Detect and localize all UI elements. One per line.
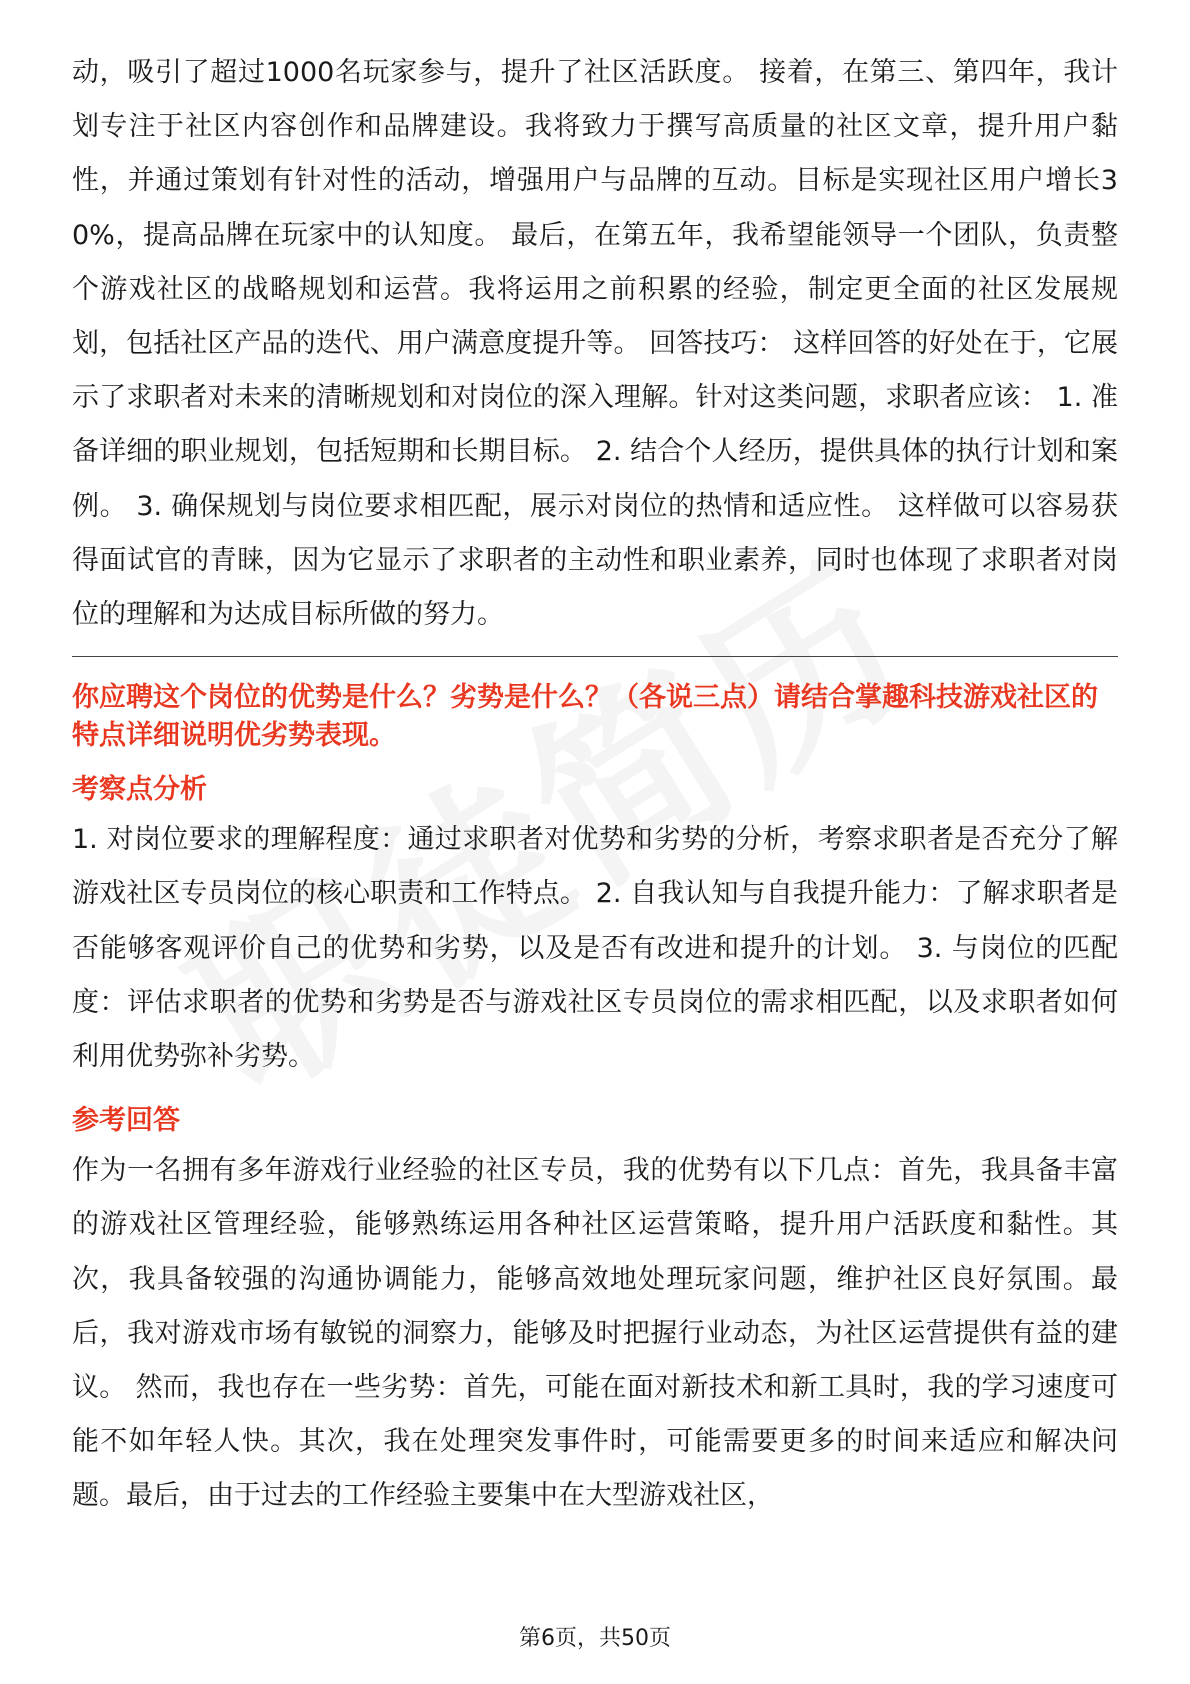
analysis-paragraph: 1. 对岗位要求的理解程度：通过求职者对优势和劣势的分析，考察求职者是否充分了解游戏社区专员岗位的核心职责和工作特点。 2. 自我认知与自我提升能力：了解求职者是否能够客观评价自己的优势和劣势，以及是否有改进和提升的计划。 3. 与岗位的匹配度：评估求职者的优势和劣势是否与游戏社区专员岗位的需求相匹配，以及求职者如何利用优势弥补劣势。 [72, 824, 1118, 1073]
interview-question: 你应聘这个岗位的优势是什么？劣势是什么？（各说三点）请结合掌趣科技游戏社区的特点详细说明优劣势表现。 [72, 682, 1098, 752]
analysis-heading: 考察点分析 [72, 774, 207, 806]
page-number-footer: 第6页，共50页 [519, 1626, 671, 1651]
section-divider [72, 656, 1118, 657]
document-content [72, 46, 1118, 1524]
answer-continuation-paragraph: 动，吸引了超过1000名玩家参与，提升了社区活跃度。 接着，在第三、第四年，我计划专注于社区内容创作和品牌建设。我将致力于撰写高质量的社区文章，提升用户黏性，并通过策划有针对性的活动，增强用户与品牌的互动。目标是实现社区用户增长30%，提高品牌在玩家中的认知度。 最后，在第五年，我希望能领导一个团队，负责整个游戏社区的战略规划和运营。我将运用之前积累的经验，制定更全面的社区发展规划，包括社区产品的迭代、用户满意度提升等。 回答技巧： 这样回答的好处在于，它展示了求职者对未来的清晰规划和对岗位的深入理解。针对这类问题，求职者应该： 1. 准备详细的职业规划，包括短期和长期目标。 2. 结合个人经历，提供具体的执行计划和案例。 3. 确保规划与岗位要求相匹配，展示对岗位的热情和适应性。 这样做可以容易获得面试官的青睐，因为它显示了求职者的主动性和职业素养，同时也体现了求职者对岗位的理解和为达成目标所做的努力。 [72, 57, 1118, 631]
reference-answer-heading: 参考回答 [72, 1105, 180, 1137]
reference-answer-paragraph: 作为一名拥有多年游戏行业经验的社区专员，我的优势有以下几点：首先，我具备丰富的游戏社区管理经验，能够熟练运用各种社区运营策略，提升用户活跃度和黏性。其次，我具备较强的沟通协调能力，能够高效地处理玩家问题，维护社区良好氛围。最后，我对游戏市场有敏锐的洞察力，能够及时把握行业动态，为社区运营提供有益的建议。 然而，我也存在一些劣势：首先，可能在面对新技术和新工具时，我的学习速度可能不如年轻人快。其次，我在处理突发事件时，可能需要更多的时间来适应和解决问题。最后，由于过去的工作经验主要集中在大型游戏社区， [72, 1155, 1118, 1512]
